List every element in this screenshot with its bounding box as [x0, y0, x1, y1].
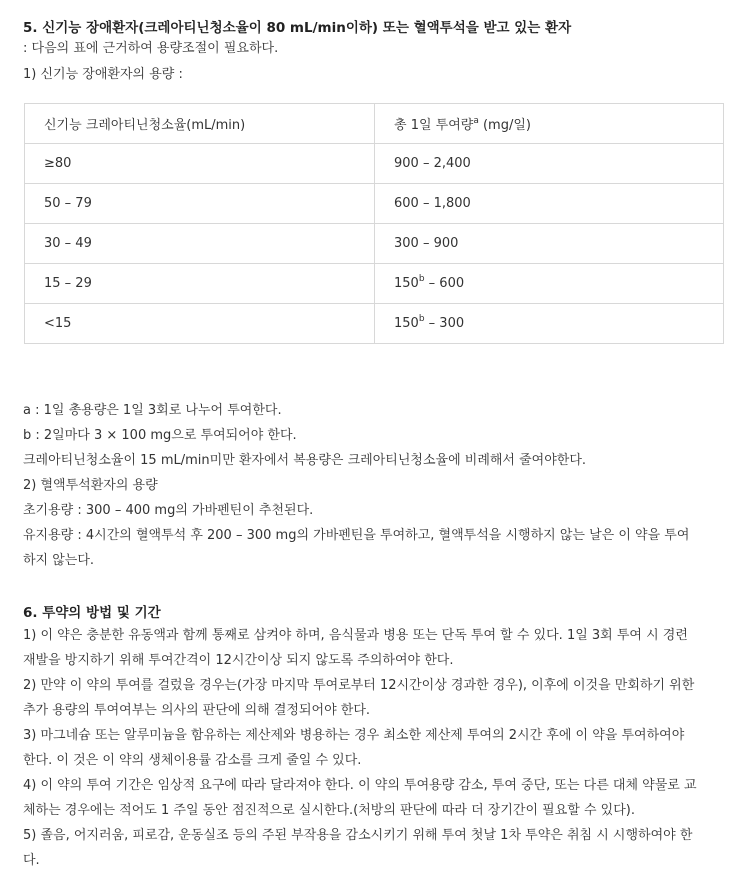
dose-value: 600 – 1,800 — [394, 196, 471, 211]
dose-cell — [375, 304, 724, 344]
clcr-cell: <15 — [25, 304, 375, 344]
method-line-5: 3) 마그네슘 또는 알루미늄을 함유하는 제산제와 병용하는 경우 최소한 제산제 투여의 2시간 후에 이 약을 투여하여야 — [23, 728, 685, 743]
dose-cell — [375, 184, 724, 224]
method-line-4: 추가 용량의 투여여부는 의사의 판단에 의해 결정되어야 한다. — [23, 703, 371, 718]
method-line-1: 1) 이 약은 충분한 유동액과 함께 통째로 삼켜야 하며, 음식물과 병용 또는 단독 투여 할 수 있다. 1일 3회 투여 시 경련 — [23, 628, 688, 643]
method-line-7: 4) 이 약의 투여 기간은 임상적 요구에 따라 달라져야 한다. 이 약의 투여용량 감소, 투여 중단, 또는 다른 대체 약물로 교 — [23, 778, 697, 793]
maintenance-dose-text-cont: 하지 않는다. — [23, 553, 95, 568]
method-line-6: 한다. 이 것은 이 약의 생체이용률 감소를 크게 줄일 수 있다. — [23, 753, 362, 768]
clcr-note: 크레아티닌청소율이 15 mL/min미만 환자에서 복용량은 크레아티닌청소율에 비례해서 줄여야한다. — [23, 453, 587, 468]
method-line-3: 2) 만약 이 약의 투여를 걸렀을 경우는(가장 마지막 투여로부터 12시간이상 경과한 경우), 이후에 이것을 만회하기 위한 — [23, 678, 695, 693]
table-row — [25, 184, 724, 224]
table-header-row — [25, 104, 724, 144]
dose-value: 900 – 2,400 — [394, 156, 471, 171]
clcr-cell: 15 – 29 — [25, 264, 375, 304]
clcr-cell: 30 – 49 — [25, 224, 375, 264]
header-daily-dose-label: 총 1일 투여량 — [394, 118, 474, 133]
maintenance-dose-text: 유지용량 : 4시간의 혈액투석 후 200 – 300 mg의 가바펜틴을 투여하고, 혈액투석을 시행하지 않는 날은 이 약을 투여 — [23, 528, 690, 543]
dose-cell — [375, 224, 724, 264]
method-line-10: 다. — [23, 853, 40, 868]
dose-value: 300 – 900 — [394, 236, 459, 251]
section-5-title: 5. 신기능 장애환자(크레아티닌청소율이 80 mL/min이하) 또는 혈액투석을 받고 있는 환자 — [23, 20, 572, 36]
dose-value-end: – 600 — [424, 276, 465, 291]
header-daily-dose — [375, 104, 724, 144]
dose-value: 150 — [394, 276, 419, 291]
header-daily-dose-unit: (mg/일) — [478, 118, 531, 133]
initial-dose-text: 초기용량 : 300 – 400 mg의 가바펜틴이 추천된다. — [23, 503, 314, 518]
dose-footnote: b — [418, 273, 425, 284]
footnote-b: b : 2일마다 3 × 100 mg으로 투여되어야 한다. — [23, 428, 297, 443]
footnote-a: a : 1일 총용량은 1일 3회로 나누어 투여한다. — [23, 403, 282, 418]
table-row — [25, 144, 724, 184]
clcr-cell: ≥80 — [25, 144, 375, 184]
footnote-marker-a: a — [473, 115, 479, 126]
method-line-8: 체하는 경우에는 적어도 1 주일 동안 점진적으로 실시한다.(처방의 판단에 따라 더 장기간이 필요할 수 있다). — [23, 803, 635, 818]
renal-dosage-table — [24, 103, 724, 344]
clcr-cell: 50 – 79 — [25, 184, 375, 224]
hemodialysis-subtitle: 2) 혈액투석환자의 용량 — [23, 478, 158, 493]
dose-value: 150 — [394, 316, 419, 331]
table-row — [25, 224, 724, 264]
section-5-intro: : 다음의 표에 근거하여 용량조절이 필요하다. — [23, 41, 279, 56]
header-clcr: 신기능 크레아티닌청소율(mL/min) — [25, 104, 375, 144]
method-line-2: 재발을 방지하기 위해 투여간격이 12시간이상 되지 않도록 주의하여야 한다. — [23, 653, 454, 668]
dose-cell — [375, 264, 724, 304]
renal-dose-subtitle: 1) 신기능 장애환자의 용량 : — [23, 67, 183, 82]
method-line-9: 5) 졸음, 어지러움, 피로감, 운동실조 등의 주된 부작용을 감소시키기 위해 투여 첫날 1차 투약은 취침 시 시행하여야 한 — [23, 828, 693, 843]
table-row — [25, 264, 724, 304]
dose-cell — [375, 144, 724, 184]
table-row — [25, 304, 724, 344]
dose-value-end: – 300 — [424, 316, 465, 331]
dose-footnote: b — [418, 313, 425, 324]
section-6-title: 6. 투약의 방법 및 기간 — [23, 605, 161, 621]
